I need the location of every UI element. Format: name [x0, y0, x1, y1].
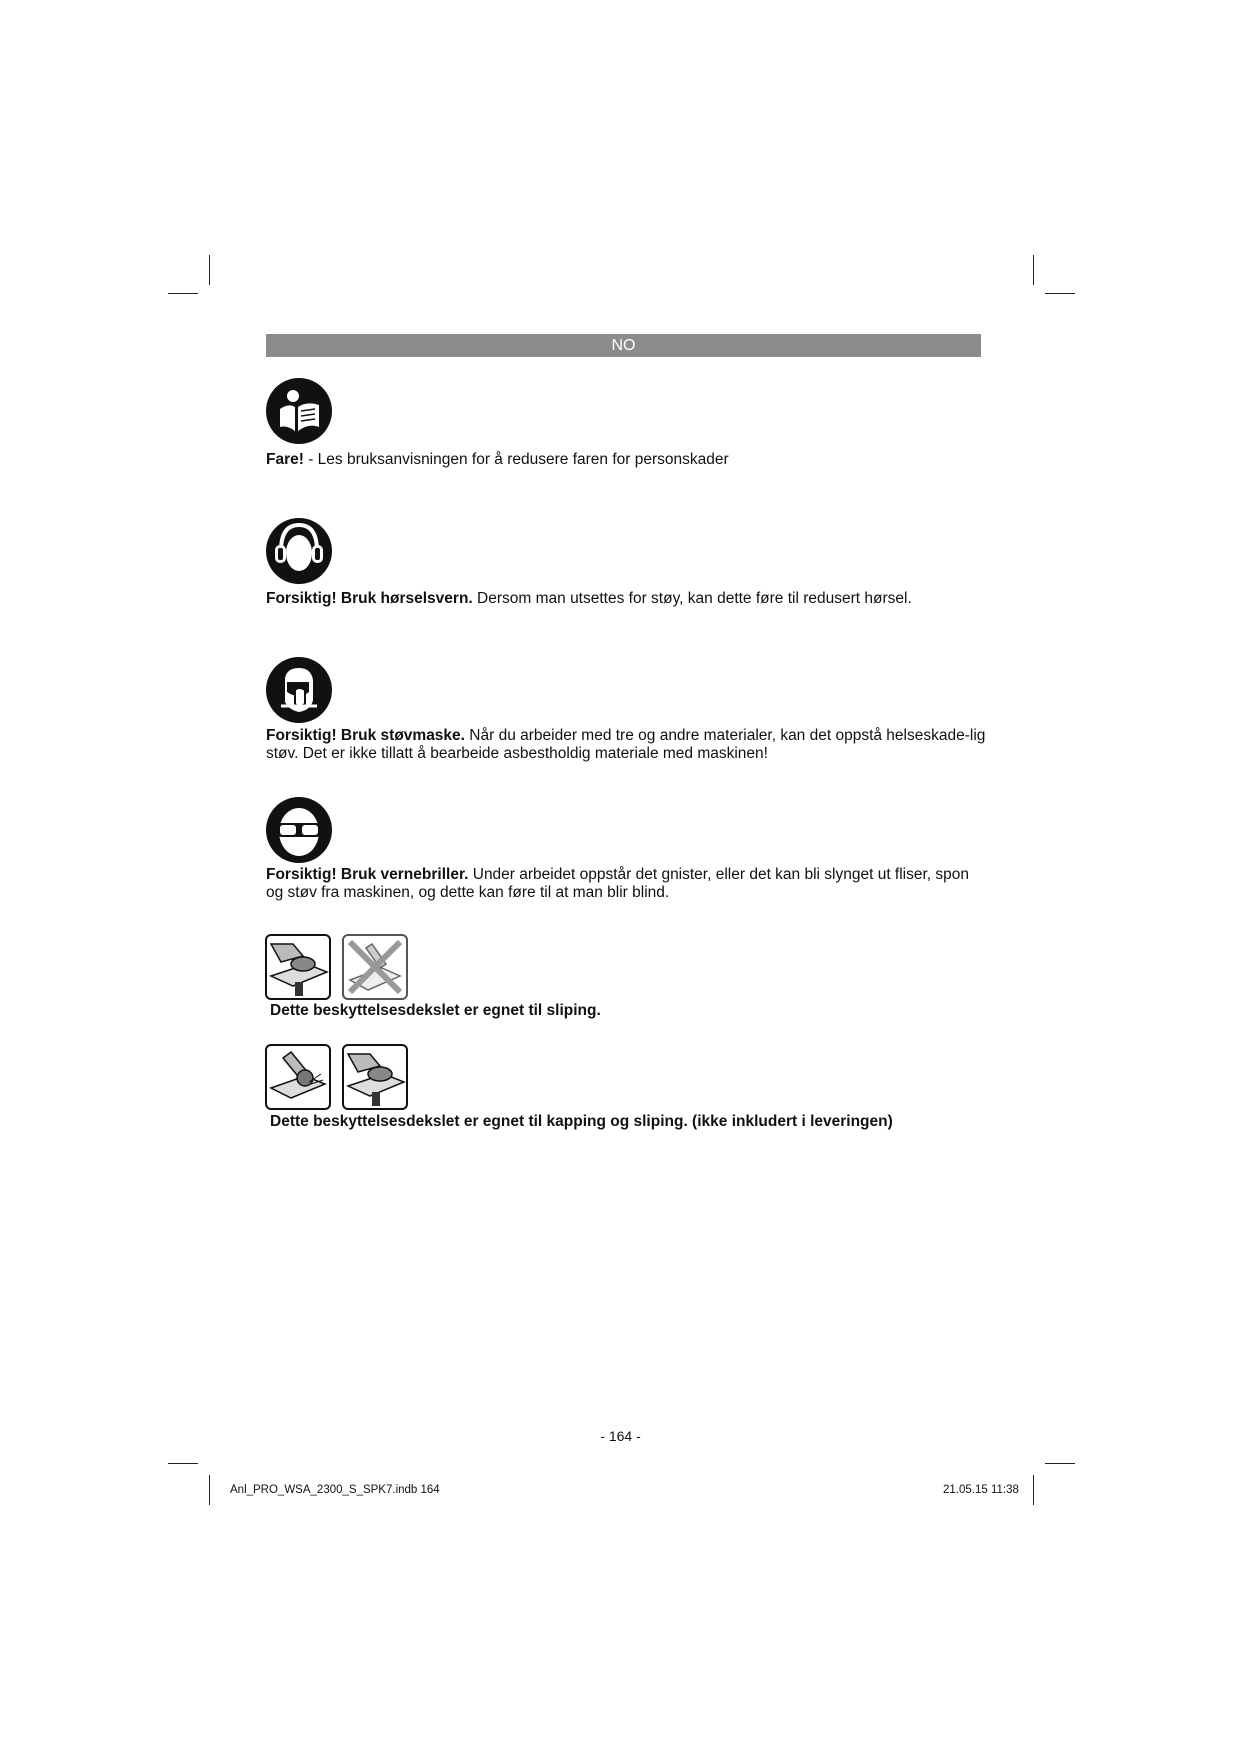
warning-text: - Les bruksanvisningen for å redusere faren for personskader: [303, 451, 729, 468]
language-bar: NO: [266, 334, 981, 357]
warning-read-manual: [266, 451, 986, 469]
read-manual-icon: [265, 377, 333, 445]
dust-mask-icon: [265, 656, 333, 724]
file-name: Anl_PRO_WSA_2300_S_SPK7.indb 164: [230, 1484, 440, 1496]
crop-mark: [168, 293, 198, 294]
grinding-allowed-icon: [342, 1044, 408, 1110]
warning-text: Dersom man utsettes for støy, kan dette føre til redusert hørsel.: [472, 590, 912, 607]
cutting-allowed-icon: [265, 1044, 331, 1110]
warning-ear-protection: [266, 590, 986, 608]
ear-protection-icon: [265, 517, 333, 585]
guard-grinding-text: Dette beskyttelsesdekslet er egnet til sliping.: [270, 1002, 601, 1019]
warning-text: Når du arbeider med tre og andre materialer, kan det oppstå helseskade-lig støv. Det er ikke tillatt å bearbeide asbestholdig materiale med maskinen!: [266, 727, 986, 762]
crop-mark: [1045, 1463, 1075, 1464]
crop-mark: [1045, 293, 1075, 294]
print-date-time: 21.05.15 11:38: [943, 1484, 1019, 1496]
grinding-allowed-icon: [265, 934, 331, 1000]
warning-title: Forsiktig! Bruk vernebriller.: [266, 866, 469, 883]
crop-mark: [209, 255, 210, 285]
warning-goggles: [266, 866, 986, 902]
safety-goggles-icon: [265, 796, 333, 864]
guard-cutting-grinding-text: Dette beskyttelsesdekslet er egnet til kapping og sliping. (ikke inkludert i leveringen): [270, 1113, 893, 1130]
crop-mark: [168, 1463, 198, 1464]
warning-title: Forsiktig! Bruk støvmaske.: [266, 727, 465, 744]
warning-text: Under arbeidet oppstår det gnister, eller det kan bli slynget ut fliser, spon og støv fra maskinen, og dette kan føre til at man blir blind.: [266, 866, 970, 901]
crop-mark: [1033, 255, 1034, 285]
warning-title: Forsiktig! Bruk hørselsvern.: [266, 590, 473, 607]
warning-title: Fare!: [266, 451, 304, 468]
warning-dust-mask: [266, 727, 986, 763]
page-number: - 164 -: [600, 1428, 641, 1444]
crop-mark: [1033, 1475, 1034, 1505]
crop-mark: [209, 1475, 210, 1505]
cutting-not-allowed-icon: [342, 934, 408, 1000]
